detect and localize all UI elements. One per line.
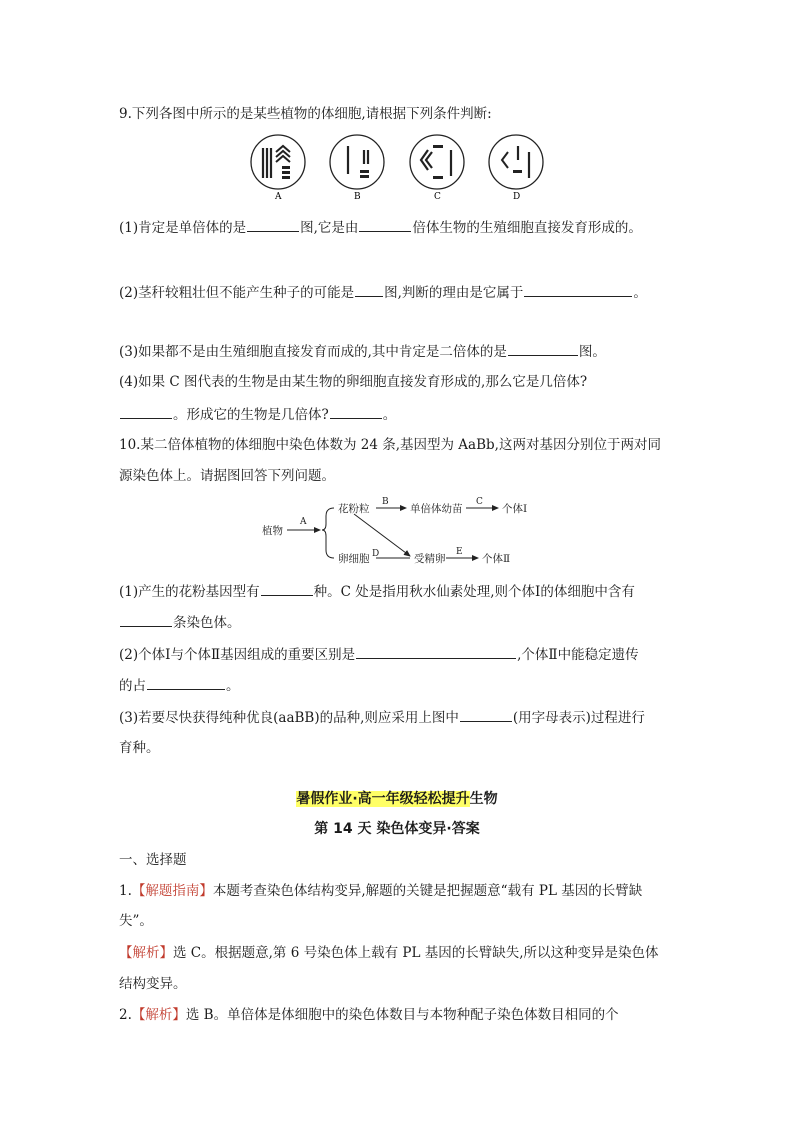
answer-blank: [120, 612, 172, 627]
q9-part4: (4)如果 C 图代表的生物是由某生物的卵细胞直接发育形成的,那么它是几倍体?: [119, 374, 588, 390]
answer-header-title: 暑假作业·高一年级轻松提升生物: [296, 791, 498, 807]
answer-blank: [261, 581, 313, 596]
cell-d-label: D: [513, 192, 521, 202]
answer-blank: [147, 675, 225, 690]
q9-part1: (1)肯定是单倍体的是 图,它是由 倍体生物的生殖细胞直接发育形成的。: [119, 217, 642, 238]
q10-stem-line1: 10.某二倍体植物的体细胞中染色体数为 24 条,基因型为 AaBb,这两对基因分别位于两对同: [119, 437, 661, 453]
flow-zygote: 受精卵: [414, 553, 446, 565]
tag-guide: 【解题指南】: [131, 883, 213, 899]
answer-blank: [460, 707, 512, 722]
q10-part3-cont: 育种。: [119, 740, 160, 756]
cell-a-label: A: [275, 192, 282, 202]
flow-egg: 卵细胞: [338, 553, 370, 565]
answer-1-guide: 1.【解题指南】本题考查染色体结构变异,解题的关键是把握题意“载有 PL 基因的长臂缺: [119, 883, 643, 899]
section-heading: 一、选择题: [119, 852, 187, 868]
q9-part3: (3)如果都不是由生殖细胞直接发育而成的,其中肯定是二倍体的是 图。: [119, 341, 606, 362]
q10-part2-cont: 的占 。: [119, 675, 240, 696]
q10-part1-cont: 条染色体。: [119, 612, 241, 633]
flow-label-d: D: [372, 549, 380, 559]
answer-blank: [356, 644, 516, 659]
flow-pollen: 花粉粒: [338, 503, 370, 515]
flow-label-b: B: [382, 497, 389, 507]
q10-stem-line2: 源染色体上。请据图回答下列问题。: [119, 468, 335, 484]
q9-part2: (2)茎秆较粗壮但不能产生种子的可能是 图,判断的理由是它属于 。: [119, 282, 647, 303]
flow-plant: 植物: [262, 525, 283, 537]
q10-part2: (2)个体Ⅰ与个体Ⅱ基因组成的重要区别是 ,个体Ⅱ中能稳定遗传: [119, 644, 639, 665]
q10-part3: (3)若要尽快获得纯种优良(aaBB)的品种,则应采用上图中 (用字母表示)过程进行: [119, 707, 645, 728]
tag-analysis: 【解析】: [119, 945, 173, 961]
answer-1-guide-cont: 失”。: [119, 913, 153, 929]
flow-label-c: C: [476, 497, 483, 507]
flow-seedling: 单倍体幼苗: [410, 503, 463, 515]
q10-part1: (1)产生的花粉基因型有 种。C 处是指用秋水仙素处理,则个体Ⅰ的体细胞中含有: [119, 581, 635, 602]
answer-header-subtitle: 第 14 天 染色体变异·答案: [314, 821, 480, 837]
cell-c-label: C: [434, 192, 441, 202]
flow-individual-1: 个体Ⅰ: [502, 503, 528, 515]
flow-individual-2: 个体Ⅱ: [482, 553, 511, 565]
answer-2-analysis: 2.【解析】选 B。单倍体是体细胞中的染色体数目与本物种配子染色体数目相同的个: [119, 1007, 619, 1023]
answer-1-analysis-cont: 结构变异。: [119, 976, 187, 992]
flow-label-a: A: [300, 517, 307, 527]
q9-stem: 9.下列各图中所示的是某些植物的体细胞,请根据下列条件判断:: [119, 106, 492, 122]
answer-1-analysis: 【解析】选 C。根据题意,第 6 号染色体上载有 PL 基因的长臂缺失,所以这种变异是染色体: [119, 945, 659, 961]
q9-part4-answers: 。形成它的生物是几倍体? 。: [119, 404, 396, 425]
flow-label-e: E: [456, 547, 463, 557]
tag-analysis: 【解析】: [131, 1007, 186, 1023]
cell-b-label: B: [354, 192, 361, 202]
